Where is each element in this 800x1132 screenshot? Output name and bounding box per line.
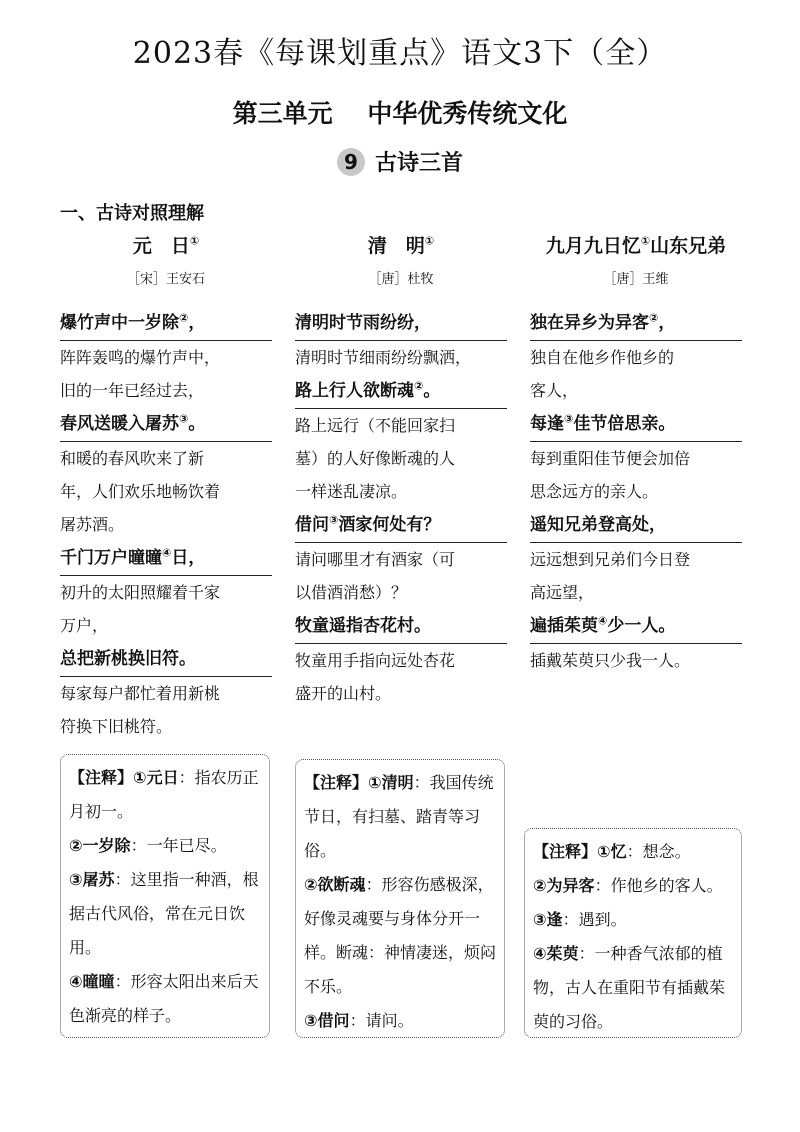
note-item: ③屠苏：这里指一种酒，根据古代风俗，常在元日饮用。: [69, 870, 259, 957]
poem-title: 元 日①: [132, 234, 200, 257]
note-item: ④茱萸：一种香气浓郁的植物，古人在重阳节有插戴茱萸的习俗。: [533, 944, 726, 1031]
note-item: ④曈曈：形容太阳出来后天色渐亮的样子。: [69, 972, 259, 1025]
unit-title: 第三单元 中华优秀传统文化: [232, 99, 568, 128]
notes-box-qingming: [295, 759, 505, 1038]
note-item: ②为异客：作他乡的客人。: [533, 876, 723, 895]
poem-author: ［唐］杜牧: [368, 272, 434, 287]
poem-line: 借问③酒家何处有？ 请问哪里才有酒家（可 以借酒消愁）？: [295, 508, 507, 609]
section-title: 一、古诗对照理解: [60, 203, 204, 224]
poem-column-jiuyue: [530, 230, 742, 677]
poem-line: 路上行人欲断魂②。 路上远行（不能回家扫 墓）的人好像断魂的人 一样迷乱凄凉。: [295, 374, 507, 508]
poem-line: 牧童遥指杏花村。 牧童用手指向远处杏花 盛开的山村。: [295, 609, 507, 710]
poem-line: 每逢③佳节倍思亲。 每到重阳佳节便会加倍 思念远方的亲人。: [530, 407, 742, 508]
poem-line: 千门万户曈曈④日， 初升的太阳照耀着千家 万户，: [60, 541, 272, 642]
note-item: ③逢：遇到。: [533, 910, 627, 929]
poem-line: 清明时节雨纷纷， 清明时节细雨纷纷飘洒，: [295, 306, 507, 374]
poem-author: ［宋］王安石: [126, 272, 205, 287]
note-item: ②欲断魂：形容伤感极深，好像灵魂要与身体分开一样。断魂：神情凄迷，烦闷不乐。: [304, 875, 497, 996]
notes-box-jiuyue: [524, 828, 742, 1038]
note-item: 【注释】①元日：指农历正月初一。: [69, 768, 259, 821]
poem-line: 遍插茱萸④少一人。 插戴茱萸只少我一人。: [530, 609, 742, 677]
poem-column-yuanri: [60, 230, 272, 743]
lesson-heading: [0, 146, 800, 177]
note-item: ③借问：请问。: [304, 1011, 414, 1030]
lesson-title: 古诗三首: [374, 151, 463, 176]
poem-column-qingming: [295, 230, 507, 710]
document-title: 2023春《每课划重点》语文3下（全）: [132, 36, 668, 71]
poem-line: 独在异乡为异客②， 独自在他乡作他乡的 客人，: [530, 306, 742, 407]
lesson-number-badge: 9: [337, 148, 365, 176]
poem-line: 春风送暖入屠苏③。 和暖的春风吹来了新 年，人们欢乐地畅饮着 屠苏酒。: [60, 407, 272, 541]
poem-author: ［唐］王维: [603, 272, 669, 287]
poem-line: 总把新桃换旧符。 每家每户都忙着用新桃 符换下旧桃符。: [60, 642, 272, 743]
poem-title: 九月九日忆①山东兄弟: [545, 234, 727, 257]
poem-line: 遥知兄弟登高处， 远远想到兄弟们今日登 高远望，: [530, 508, 742, 609]
poem-title: 清 明①: [367, 234, 435, 257]
poem-line: 爆竹声中一岁除②， 阵阵轰鸣的爆竹声中， 旧的一年已经过去，: [60, 306, 272, 407]
notes-box-yuanri: [60, 754, 270, 1038]
note-item: 【注释】①清明：我国传统节日，有扫墓、踏青等习俗。: [304, 773, 494, 860]
note-item: 【注释】①忆：想念。: [533, 842, 691, 861]
note-item: ②一岁除：一年已尽。: [69, 836, 227, 855]
